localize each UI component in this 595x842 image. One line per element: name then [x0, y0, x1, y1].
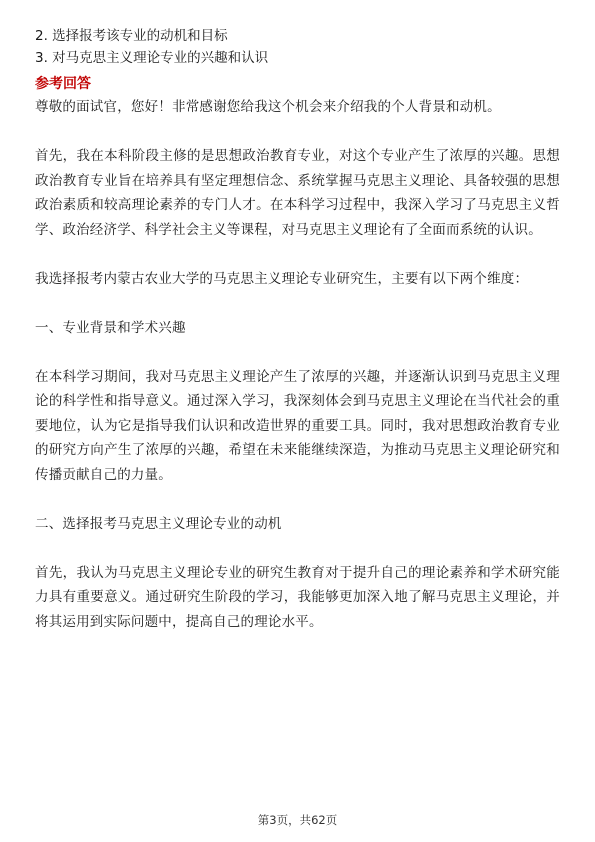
paragraph-academic-interest: 在本科学习期间，我对马克思主义理论产生了浓厚的兴趣，并逐渐认识到马克思主义理论的科学性和指导意义。通过深入学习，我深刻体会到马克思主义理论在当代社会的重要地位，认为它是指导我们认识和改造世界的重要工具。同时，我对思想政治教育专业的研究方向产生了浓厚的兴趣，希望在未来能继续深造，为推动马克思主义理论研究和传播贡献自己的力量。	[35, 368, 560, 483]
document-body	[35, 25, 560, 634]
section-heading-1: 一、专业背景和学术兴趣	[35, 319, 186, 336]
question-item-3: 3. 对马克思主义理论专业的兴趣和认识	[35, 50, 269, 66]
paragraph-dimensions-intro: 我选择报考内蒙古农业大学的马克思主义理论专业研究生，主要有以下两个维度：	[35, 270, 529, 287]
paragraph-spacer	[35, 340, 560, 365]
paragraph-spacer	[35, 536, 560, 561]
answer-label: 参考回答	[35, 76, 91, 92]
page-number: 第3页，共62页	[257, 813, 338, 827]
paragraph-motivation: 首先，我认为马克思主义理论专业的研究生教育对于提升自己的理论素养和学术研究能力具有重要意义。通过研究生阶段的学习，我能够更加深入地了解马克思主义理论，并将其运用到实际问题中，提高自己的理论水平。	[35, 564, 560, 630]
paragraph-spacer	[35, 487, 560, 512]
paragraph-greeting: 尊敬的面试官，您好！非常感谢您给我这个机会来介绍我的个人背景和动机。	[35, 99, 501, 115]
paragraph-spacer	[35, 120, 560, 145]
question-item-2: 2. 选择报考该专业的动机和目标	[35, 28, 228, 44]
section-heading-2: 二、选择报考马克思主义理论专业的动机	[35, 515, 282, 532]
paragraph-spacer	[35, 242, 560, 267]
paragraph-spacer	[35, 291, 560, 316]
paragraph-background: 首先，我在本科阶段主修的是思想政治教育专业，对这个专业产生了浓厚的兴趣。思想政治教育专业旨在培养具有坚定理想信念、系统掌握马克思主义理论、具备较强的思想政治素质和较高理论素养的专门人才。在本科学习过程中，我深入学习了马克思主义哲学、政治经济学、科学社会主义等课程，对马克思主义理论有了全面而系统的认识。	[35, 148, 560, 238]
